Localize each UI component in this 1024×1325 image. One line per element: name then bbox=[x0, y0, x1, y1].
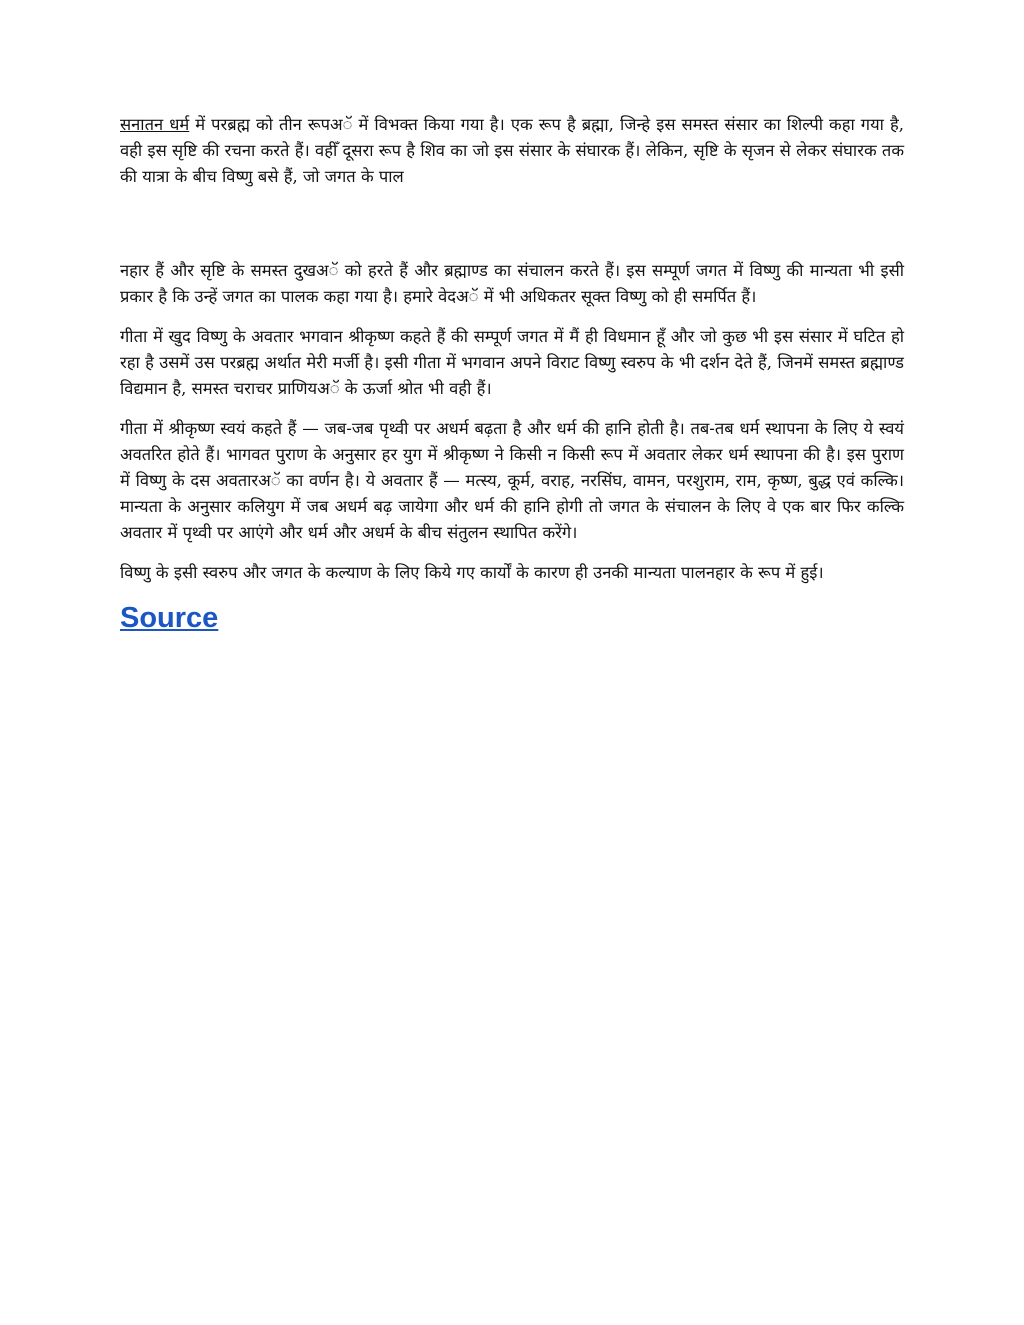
paragraph-intro-text: में परब्रह्म को तीन रूपअॅ में विभक्त किया गया है। एक रूप है ब्रह्मा, जिन्हे इस समस्त संसार का शिल्पी कहा गया है, वही इस सृष्टि की रचना करते हैं। वहीँ दूसरा रूप है शिव का जो इस संसार के संघारक हैं। लेकिन, सृष्टि के सृजन से लेकर संघारक तक की यात्रा के बीच विष्णु बसे हैं, जो जगत के पाल bbox=[120, 115, 904, 186]
paragraph-gita: गीता में खुद विष्णु के अवतार भगवान श्रीकृष्ण कहते हैं की सम्पूर्ण जगत में मैं ही विधमान हूँ और जो कुछ भी इस संसार में घटित हो रहा है उसमें उस परब्रह्म अर्थात मेरी मर्जी है। इसी गीता में भगवान अपने विराट विष्णु स्वरुप के भी दर्शन देते हैं, जिनमें समस्त ब्रह्माण्ड विद्यमान है, समस्त चराचर प्राणियअॅ के ऊर्जा श्रोत भी वही हैं। bbox=[120, 327, 904, 398]
paragraph-preserver: नहार हैं और सृष्टि के समस्त दुखअॅ को हरते हैं और ब्रह्माण्ड का संचालन करते हैं। इस सम्पूर्ण जगत में विष्णु की मान्यता भी इसी प्रकार है कि उन्हें जगत का पालक कहा गया है। हमारे वेदअॅ में भी अधिकतर सूक्त विष्णु को ही समर्पित हैं। bbox=[120, 261, 904, 306]
paragraph-conclusion: विष्णु के इसी स्वरुप और जगत के कल्याण के लिए किये गए कार्यों के कारण ही उनकी मान्यता पालनहार के रूप में हुई। bbox=[120, 563, 824, 582]
source-link[interactable]: Source bbox=[120, 602, 219, 634]
sanatan-dharma-link[interactable]: सनातन धर्म bbox=[120, 115, 190, 134]
document-body bbox=[120, 112, 904, 638]
paragraph-avatars: गीता में श्रीकृष्ण स्वयं कहते हैं — जब-जब पृथ्वी पर अधर्म बढ़ता है और धर्म की हानि होती है। तब-तब धर्म स्थापना के लिए ये स्वयं अवतरित होते हैं। भागवत पुराण के अनुसार हर युग में श्रीकृष्ण ने किसी न किसी रूप में अवतार लेकर धर्म स्थापना की है। इस पुराण में विष्णु के दस अवतारअॅ का वर्णन है। ये अवतार हैं — मत्स्य, कूर्म, वराह, नरसिंघ, वामन, परशुराम, राम, कृष्ण, बुद्ध एवं कल्कि। मान्यता के अनुसार कलियुग में जब अधर्म बढ़ जायेगा और धर्म की हानि होगी तो जगत के संचालन के लिए वे एक बार फिर कल्कि अवतार में पृथ्वी पर आएंगे और धर्म और अधर्म के बीच संतुलन स्थापित करेंगे। bbox=[120, 419, 904, 542]
paragraph-intro bbox=[120, 112, 904, 190]
